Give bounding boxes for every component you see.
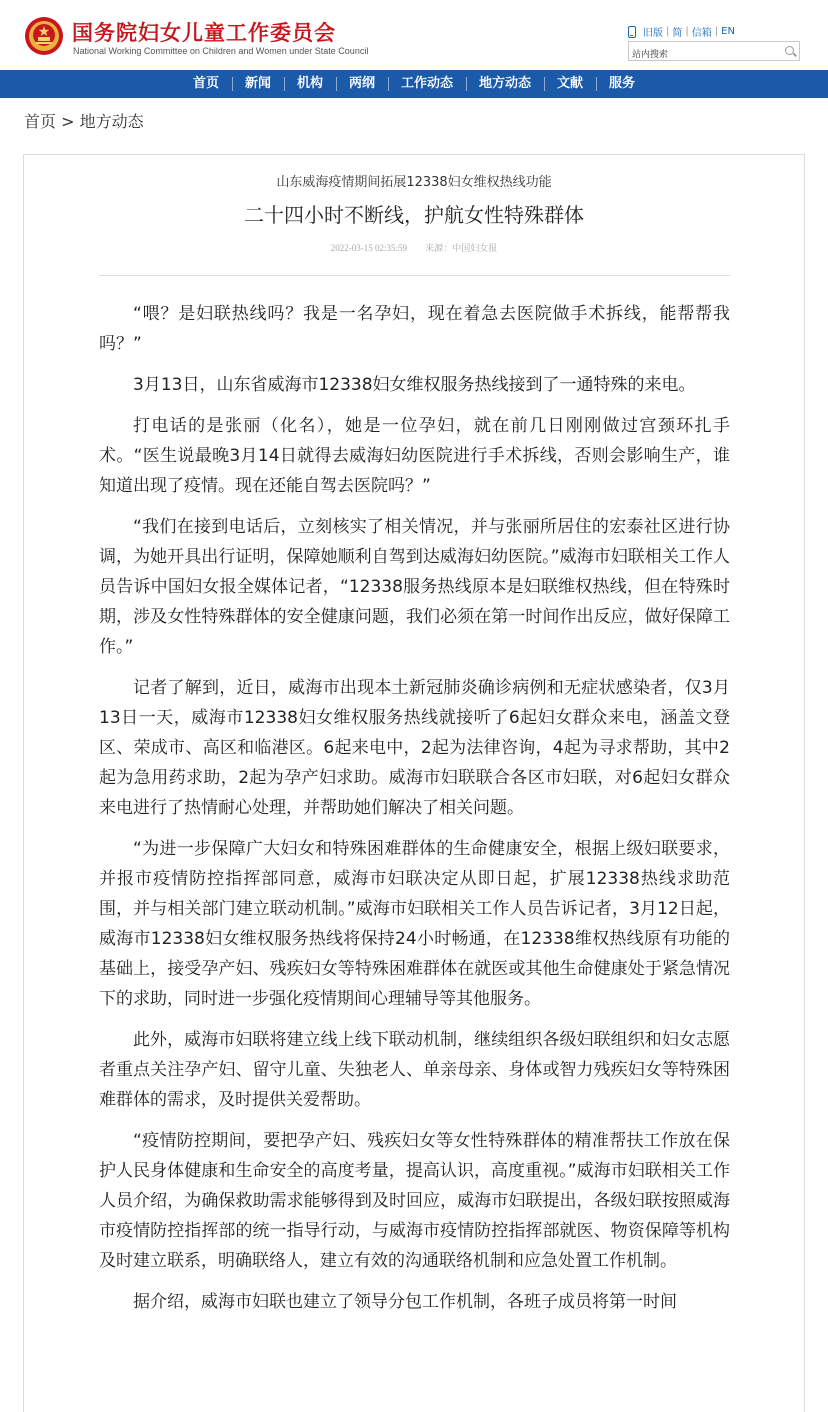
nav-item-news[interactable]: 新闻 <box>232 70 284 98</box>
site-subtitle: National Working Committee on Children and Women under State Council <box>73 46 369 56</box>
search-icon[interactable] <box>785 46 794 55</box>
link-old-version[interactable]: 旧版 <box>643 28 663 39</box>
article-paragraph: 记者了解到，近日，威海市出现本土新冠肺炎确诊病例和无症状感染者，仅3月13日一天，威海市12338妇女维权服务热线就接听了6起妇女群众来电，涵盖文登区、荣成市、高区和临港区。6起来电中，2起为法律咨询，4起为寻求帮助，其中2起为急用药求助，2起为孕产妇求助。威海市妇联联合各区市妇联，对6起妇女群众来电进行了热情耐心处理，并帮助她们解决了相关问题。 <box>99 678 730 818</box>
link-separator: | <box>666 26 670 37</box>
article-meta <box>24 241 804 254</box>
article-container <box>23 154 805 1412</box>
article-source: 来源：中国妇女报 <box>425 243 498 253</box>
nav-item-organization[interactable]: 机构 <box>284 70 336 98</box>
national-emblem-icon[interactable] <box>24 16 64 56</box>
nav-item-work-news[interactable]: 工作动态 <box>388 70 466 98</box>
mobile-phone-icon[interactable] <box>628 26 636 38</box>
article-paragraph: 此外，威海市妇联将建立线上线下联动机制，继续组织各级妇联组织和妇女志愿者重点关注孕产妇、留守儿童、失独老人、单亲母亲、身体或智力残疾妇女等特殊困难群体的需求，及时提供关爱帮助。 <box>99 1030 730 1110</box>
nav-item-local-news[interactable]: 地方动态 <box>466 70 544 98</box>
article-paragraph: 打电话的是张丽（化名），她是一位孕妇，就在前几日刚刚做过宫颈环扎手术。“医生说最晚3月14日就得去威海妇幼医院进行手术拆线，否则会影响生产，谁知道出现了疫情。现在还能自驾去医院吗？” <box>99 416 730 496</box>
top-links <box>628 24 735 39</box>
article-paragraph: “喂？是妇联热线吗？我是一名孕妇，现在着急去医院做手术拆线，能帮帮我吗？” <box>99 304 730 354</box>
link-mailbox[interactable]: 信箱 <box>691 28 712 39</box>
article-paragraph: “我们在接到电话后，立刻核实了相关情况，并与张丽所居住的宏泰社区进行协调，为她开具出行证明，保障她顺利自驾到达威海妇幼医院。”威海市妇联相关工作人员告诉中国妇女报全媒体记者，“12338服务热线原本是妇联维权热线，但在特殊时期，涉及女性特殊群体的安全健康问题，我们必须在第一时间作出反应，做好保障工作。” <box>99 517 730 657</box>
article-date: 2022-03-15 02:35:59 <box>330 243 407 253</box>
link-separator: | <box>714 26 719 37</box>
article-paragraph: 据介绍，威海市妇联也建立了领导分包工作机制，各班子成员将第一时间 <box>133 1292 677 1312</box>
nav-item-home[interactable]: 首页 <box>192 76 219 91</box>
search-box <box>628 41 800 61</box>
nav-item-outlines[interactable]: 两纲 <box>336 70 388 98</box>
search-input[interactable] <box>629 46 779 64</box>
breadcrumb[interactable]: 首页 > 地方动态 <box>24 112 144 131</box>
nav-item-documents[interactable]: 文献 <box>544 70 596 98</box>
article-headline: 二十四小时不断线，护航女性特殊群体 <box>244 203 584 227</box>
article-kicker: 山东威海疫情期间拓展12338妇女维权热线功能 <box>276 175 552 190</box>
article-paragraph: “疫情防控期间，要把孕产妇、残疾妇女等女性特殊群体的精准帮扶工作放在保护人民身体健康和生命安全的高度考量，提高认识，高度重视。”威海市妇联相关工作人员介绍，为确保救助需求能够得到及时回应，威海市妇联提出，各级妇联按照威海市疫情防控指挥部的统一指导行动，与威海市疫情防控指挥部就医、物资保障等机构及时建立联系，明确联络人，建立有效的沟通联络机制和应急处置工作机制。 <box>99 1131 730 1271</box>
article-paragraph: “为进一步保障广大妇女和特殊困难群体的生命健康安全，根据上级妇联要求，并报市疫情防控指挥部同意，威海市妇联决定从即日起，扩展12338热线求助范围，并与相关部门建立联动机制。”威海市妇联相关工作人员告诉记者，3月12日起，威海市12338妇女维权服务热线将保持24小时畅通，在12338维权热线原有功能的基础上，接受孕产妇、残疾妇女等特殊困难群体在就医或其他生命健康处于紧急情况下的求助，同时进一步强化疫情期间心理辅导等其他服务。 <box>99 839 730 1009</box>
divider <box>99 275 730 276</box>
site-header <box>0 0 828 70</box>
link-english[interactable]: EN <box>721 26 735 37</box>
main-nav <box>0 70 828 98</box>
link-separator: | <box>685 26 689 37</box>
site-title[interactable]: 国务院妇女儿童工作委员会 <box>72 20 336 45</box>
article-body <box>99 299 730 1328</box>
link-simplified[interactable]: 简 <box>672 28 683 39</box>
article-paragraph: 3月13日，山东省威海市12338妇女维权服务热线接到了一通特殊的来电。 <box>133 375 696 395</box>
nav-item-services[interactable]: 服务 <box>596 70 648 98</box>
